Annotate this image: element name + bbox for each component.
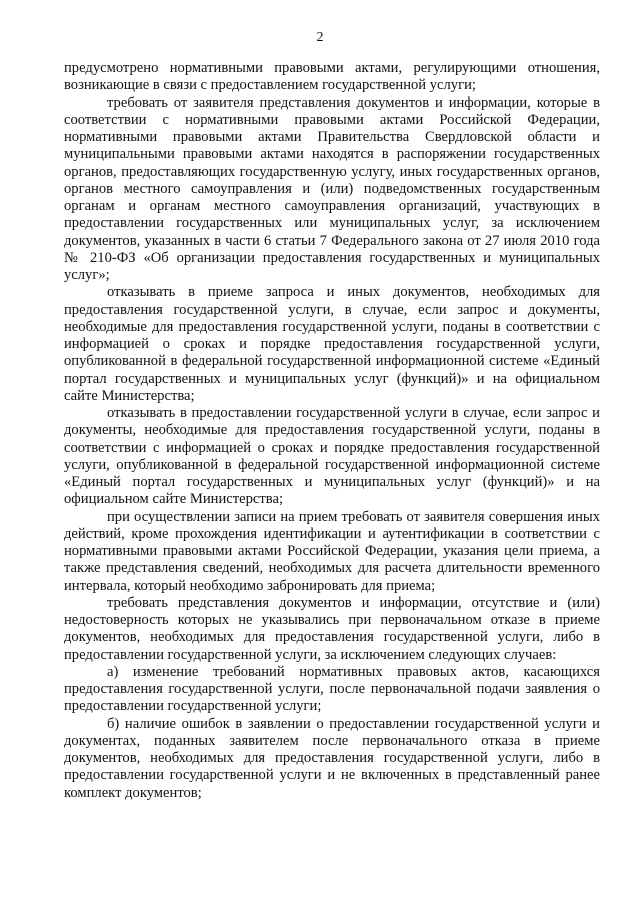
paragraph: отказывать в приеме запроса и иных документов, необходимых для предоставления государственной услуги, в случае, если запрос и документы, необходимые для предоставления государственной услуги, поданы в соответствии с информацией о сроках и порядке предоставления государственной услуги, опубликованной в федеральной государственной информационной системе «Единый портал государственных и муниципальных услуг (функций)» и на официальном сайте Министерства; bbox=[64, 284, 600, 404]
paragraph: отказывать в предоставлении государственной услуги в случае, если запрос и документы, необходимые для предоставления государственной услуги, поданы в соответствии с информацией о сроках и порядке предоставления государственной услуги, опубликованной в федеральной государственной информационной системе «Единый портал государственных и муниципальных услуг (функций)» и на официальном сайте Министерства; bbox=[64, 405, 600, 508]
paragraph: а) изменение требований нормативных правовых актов, касающихся предоставления государственной услуги, после первоначальной подачи заявления о предоставлении государственной услуги; bbox=[64, 663, 600, 715]
paragraph: предусмотрено нормативными правовыми актами, регулирующими отношения, возникающие в связи с предоставлением государственной услуги; bbox=[64, 60, 600, 94]
paragraph: требовать представления документов и информации, отсутствие и (или) недостоверность которых не указывались при первоначальном отказе в приеме документов, необходимых для предоставления государственной услуги, либо в предоставлении государственной услуги, за исключением следующих случаев: bbox=[64, 594, 600, 663]
paragraph: при осуществлении записи на прием требовать от заявителя совершения иных действий, кроме прохождения идентификации и аутентификации в соответствии с нормативными правовыми актами Российской Федерации, указания цели приема, а также представления сведений, необходимых для расчета длительности временного интервала, который необходимо забронировать для приема; bbox=[64, 508, 600, 594]
paragraph: требовать от заявителя представления документов и информации, которые в соответствии с нормативными правовыми актами Российской Федерации, нормативными правовыми актами Правительства Свердловской области и муниципальными правовыми актами находятся в распоряжении государственных органов, предоставляющих государственную услугу, иных государственных органов, органов местного самоуправления и (или) подведомственных государственным органам и органам местного самоуправления организаций, участвующих в предоставлении государственных или муниципальных услуг, за исключением документов, указанных в части 6 статьи 7 Федерального закона от 27 июля 2010 года № 210-ФЗ «Об организации предоставления государственных и муниципальных услуг»; bbox=[64, 94, 600, 283]
document-body bbox=[64, 60, 600, 802]
page-number: 2 bbox=[316, 30, 324, 45]
paragraph: б) наличие ошибок в заявлении о предоставлении государственной услуги и документах, поданных заявителем после первоначального отказа в приеме документов, необходимых для предоставления государственной услуги, либо в предоставлении государственной услуги и не включенных в представленный ранее комплект документов; bbox=[64, 715, 600, 801]
